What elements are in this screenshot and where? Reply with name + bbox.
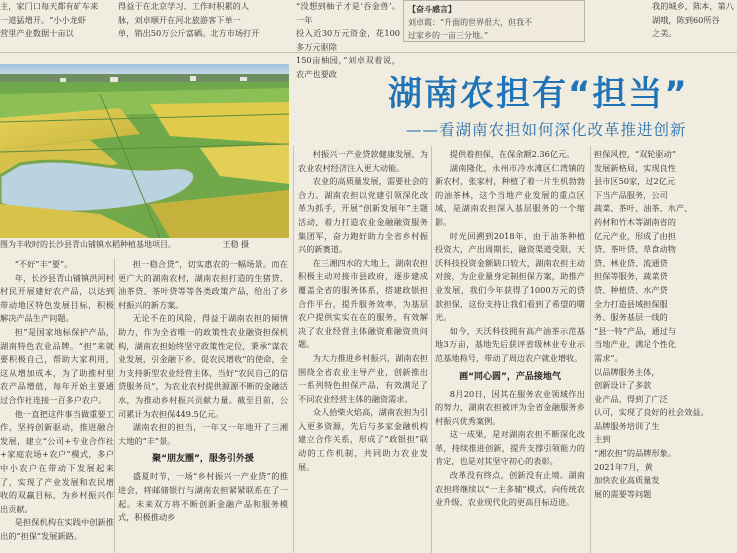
text-line: 贷、种植贷、水产贷 (594, 284, 668, 295)
quote-tag: 【奋斗感言】 (408, 4, 456, 14)
paragraph: 提供着担保，在保余额2.36亿元。 (449, 149, 575, 159)
paragraph: 他一直把这件事当做重要工作，坚持创新驱动，推进融合发展，建立“公司+专业合作社+家庭农场+农户”模式，多户中小农户在带动下发展起来了，实现了产业发展和农民增收的双赢目标，为乡村振兴作出贡献。 (0, 408, 114, 514)
text-line: 展的需要等问题 (594, 488, 652, 499)
text-line: 担保风控，“双轮驱动” (594, 149, 677, 159)
text-line: 全力打造县域担保服 (594, 298, 668, 309)
top-line: 营里产业数据十亩以 (0, 28, 74, 39)
text-line: 以品牌服务主体， (594, 366, 660, 377)
paragraph: 是担保机构在实践中创新推出的“担保”发展新路。 (0, 517, 114, 541)
top-divider (0, 52, 737, 53)
body-column-d (435, 148, 585, 553)
text-line: 主到 (594, 434, 611, 445)
paragraph: 如今，天沃科技拥有高产油茶示范基地3万亩，基地先后获评省级林业专业示范基地称号，带动了周边农户就业增收。 (435, 325, 585, 363)
text-line: 务、服务基层一线的 (594, 312, 668, 323)
paragraph: 年，长沙县青山铺镇洪河村村民开展建好农产品，以达到带动地区特色发展目标，积极解决产品生产问题。 (0, 272, 114, 324)
section-heading: 聚“朋友圈”，服务引外援 (152, 454, 254, 465)
section-heading: 画“同心圆”，产品接地气 (459, 371, 561, 382)
paragraph: 为大力推进乡村振兴，湖南农担围绕全省农业主导产业，创新推出一系列特色担保产品，有效满足了不同农业经营主体的融资需求。 (298, 352, 428, 404)
body-column-b (118, 258, 288, 553)
paragraph: 农业的高质量发展，需要社会的合力。湖南农担以党建引领深化改革为抓手，开展“创新发展年”主题活动，着力打造农业金融融资服务集团军，奋力跑好助力全省乡村振兴的新赛道。 (298, 176, 428, 255)
paragraph: 盛夏时节，一场“乡村振兴一产业贷”的推进会，将邮储银行与湖南农担紧紧联系在了一起。未来双方将不断创新金融产品和服务模式，积极推动乡 (118, 471, 288, 523)
caption-text: 图为丰收时的长沙县青山铺镇水稻种植基地项目。 (0, 240, 176, 249)
text-line: 发展新格局，实现良性 (594, 162, 676, 173)
top-line: 投入近30万元资金，花100多万元驱除 (296, 28, 400, 52)
paragraph: 无论不在的风险，得益于湖南农担的倾情助力，作为全省唯一的政策性农业融资担保机构，湖南农担始终坚守政策性定位，秉承“谋农业发展，引金融下乡，促农民增收”的使命，全力支持新型农业经营主体，当好“农民自己的信贷服务员”，为农业农村提供源源不断的金融活水，为推动乡村振兴贡献力量。截至目前，公司累计为农担保449.5亿元。 (118, 313, 288, 419)
top-line: “没想到柚子才是‘吞金兽’。一年 (296, 1, 400, 25)
rice-field-photo (0, 64, 289, 238)
column-divider (114, 258, 115, 553)
top-line: 之美。 (652, 28, 677, 39)
paragraph: “不好”丰“要”。 (14, 259, 73, 269)
top-line: 我的城乡，陈本，第八 (652, 1, 734, 11)
paragraph: 改革没有终点，创新没有止境。湖南农担将继续以“一主多辅”模式，向传统农业升级、农业现代化的更高目标迈进。 (435, 470, 585, 508)
column-divider (293, 146, 294, 553)
paragraph: 湖南农担的担当，一年又一年地开了三湘大地的“丰”景。 (118, 422, 288, 446)
top-line: 一道猛增开。“小小龙虾 (0, 14, 87, 25)
top-strip-column-1 (0, 0, 108, 44)
paragraph: 村振兴一产业贷款健康发展，为农业农村经济注入更大动能。 (298, 149, 428, 173)
paragraph: 担一稳合贷”，切实惠农的一幅场景。而在更广大的湖南农村，湖南农担打造的生猪贷、油茶贷、茶叶贷等等各类政策产品，给出了乡村振兴的新方案。 (118, 259, 288, 310)
text-line: 贷、茶叶贷、草食动物 (594, 244, 676, 255)
top-line: 主，家门口每天都有矿车来 (0, 1, 99, 11)
paragraph: 8月20日，因其在服务农业领域作出的努力，湖南农担被评为全省金融服务乡村振兴优秀案例。 (435, 388, 585, 426)
quote-box (403, 0, 585, 42)
top-strip-column-5 (652, 0, 737, 44)
top-line: 脉，刘卓顺开在河北旅游客下单一 (118, 14, 241, 25)
text-line: 创新设计了多款 (594, 380, 652, 391)
quote-line: 刘卓霞：“升面的世界很大，但我不 (408, 18, 533, 27)
text-line: 业产品，得到了广泛 (594, 393, 668, 404)
text-line: 亿元产业，形成了由担 (594, 230, 676, 241)
top-strip-column-2 (118, 0, 286, 44)
top-line: 得益于在北京学习、工作时积累的人 (118, 1, 250, 11)
text-line: “县一特”产品，通过与 (594, 325, 677, 336)
photo-credit: 王稳 摄 (222, 240, 249, 249)
top-line: 单，销出50万公斤富硒。北方市场打开 (118, 28, 260, 39)
paragraph: 时光回溯到2018年，由于油茶种植投资大，产出周期长，融资渠道受限，天沃科技投资金额缺口较大，湖南农担主动对接，为企业量身定制担保方案，助推产业发展，我们今年获得了1000万元的贷款担保，这份支持让我们看到了希望的曙光。 (435, 230, 585, 323)
body-column-a (0, 258, 114, 553)
text-line: 品牌服务培训了生 (594, 420, 660, 431)
text-line: 当地产业，满足个性化 (594, 339, 676, 350)
paragraph: 这一成果，是对湖南农担不断深化改革，持续推进创新，提升支撑引领能力的肯定，也是对其坚守初心的表彰。 (435, 429, 585, 467)
body-column-c (298, 148, 428, 553)
text-line: 认可，实现了良好的社会效益。 (594, 407, 709, 418)
body-column-e (594, 148, 737, 553)
paragraph: 担”是国家地标保护产品，湖南特色农业品牌。“担”来就要积极自己，帮助大家利用，这从增加成本，为了助推村里农产品增值，每年开始主要通过合作社连接一百多户农户。 (0, 326, 114, 405)
text-line: 药材和竹木等湖南省的 (594, 216, 676, 227)
column-divider (590, 146, 591, 553)
text-line: 加快农业高质量发 (594, 475, 660, 486)
top-line: 150亩柚园，”刘卓双着说，农产也要政 (296, 55, 400, 79)
column-divider (431, 146, 432, 553)
text-line: 下当产品服务，公司 (594, 189, 668, 200)
paragraph: 在三湘四水的大地上，湖南农担积极主动对接市县政府，逐步建成覆盖全省的服务体系，搭建政银担合作平台，提升服务效率，为基层农户提供实实在在的服务，有效解决了农业经营主体融资难融资贵问题。 (298, 257, 428, 350)
text-line: 2021年7月，黄 (594, 461, 653, 472)
text-line: 县市区50家，过2亿元 (594, 176, 676, 187)
top-line: 湖哦，陈到60所谷 (652, 14, 720, 25)
text-line: 需求”。 (594, 352, 623, 363)
paragraph: 湖南隆化，永州市冷水滩区仁湾镇的新农村，张家村，种植了着一片生机勃勃的油茶林，这个当地产业发展的重点区域，是湖南农担深入基层服务的一个缩影。 (435, 162, 585, 227)
text-line: 贷、林业贷、流通贷 (594, 257, 668, 268)
text-line: 蔬菜、茶叶、油茶、水产、 (594, 203, 693, 214)
top-strip-column-3 (296, 0, 400, 79)
article-headline: 湖南农担有“担当” (388, 74, 689, 114)
quote-line: 过家乡的一亩三分地。” (408, 31, 489, 40)
photo-caption (0, 238, 289, 252)
text-line: “湘农担”的品牌形象。 (594, 448, 677, 459)
article-subhead: ——看湖南农担如何深化改革推进创新 (406, 121, 687, 139)
text-line: 担保等服务，蔬菜贷 (594, 271, 668, 282)
paragraph: 众人拾柴火焰高，湖南农担为引入更多资源，先后与多家金融机构建立合作关系，形成了“政银担”联动的工作机制，共同助力农业发展。 (298, 407, 428, 472)
